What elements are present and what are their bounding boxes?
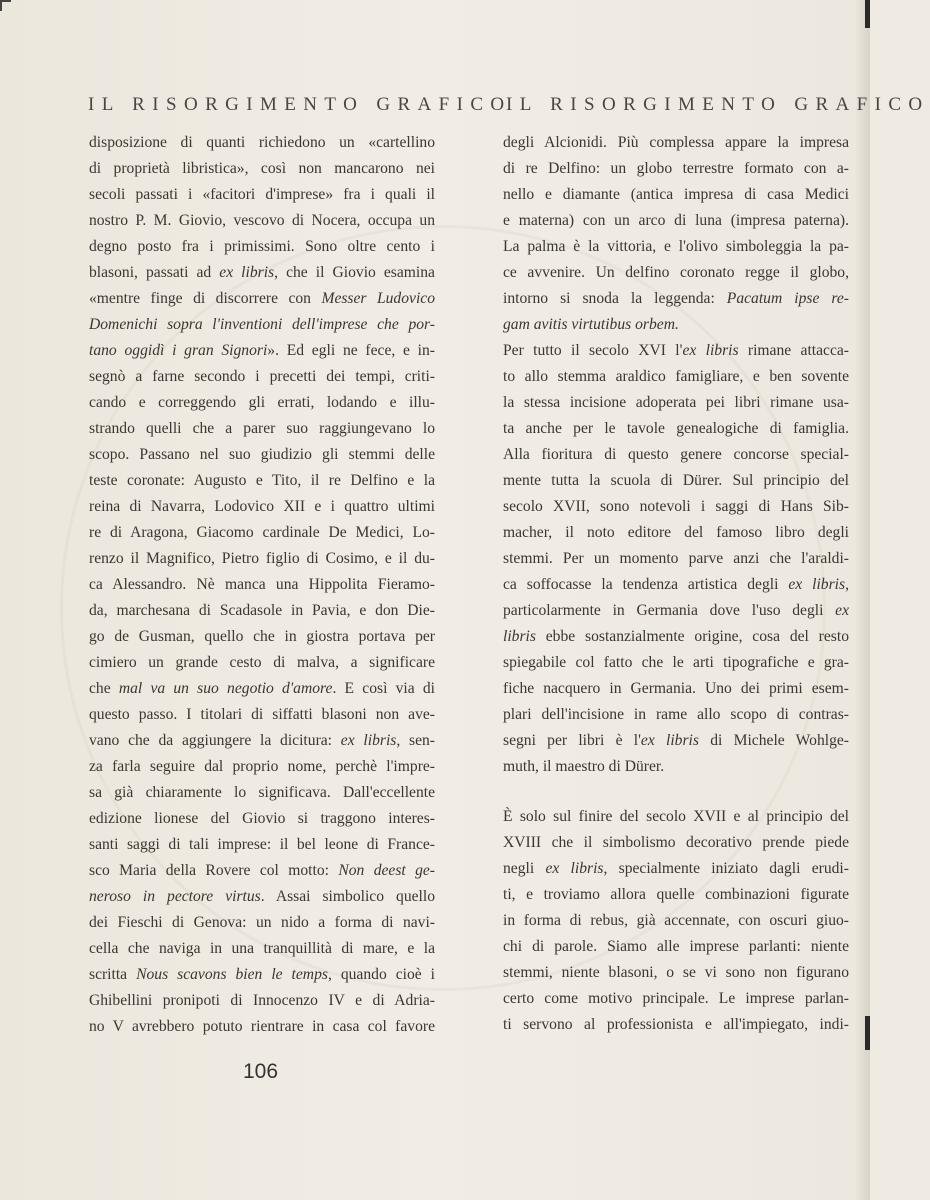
text-line — [89, 1014, 435, 1040]
text-run: , quando cioè i — [327, 966, 436, 983]
text-line — [503, 728, 849, 754]
text-line — [89, 728, 435, 754]
text-line — [89, 286, 435, 312]
text-run: stemmi, niente blasoni, o se vi sono non figurano — [503, 964, 849, 981]
text-run: Ghibellini pronipoti di Innocenzo IV e di Adria- — [89, 992, 435, 1009]
text-line — [89, 312, 435, 338]
text-line — [503, 856, 849, 882]
text-line — [503, 468, 849, 494]
text-run: vano che da aggiungere la dicitura: — [89, 732, 341, 749]
text-run: re di Aragona, Giacomo cardinale De Medici, Lo- — [89, 524, 435, 541]
text-line — [89, 988, 435, 1014]
text-line — [89, 234, 435, 260]
text-run: secolo XVII, sono notevoli i saggi di Hans Sib- — [503, 498, 849, 515]
text-line — [503, 702, 849, 728]
text-line — [503, 208, 849, 234]
text-line — [503, 934, 849, 960]
text-line — [89, 520, 435, 546]
text-line — [89, 546, 435, 572]
text-run: La palma è la vittoria, e l'olivo simboleggia la pa- — [503, 238, 849, 255]
text-line — [503, 442, 849, 468]
italic-text: Nous scavons bien le temps — [136, 966, 328, 983]
text-run: segnò a farne secondo i precetti dei tempi, criti- — [89, 368, 435, 385]
text-line — [503, 598, 849, 624]
text-line — [503, 156, 849, 182]
text-line — [503, 234, 849, 260]
text-run: nello e diamante (antica impresa di casa Medici — [503, 186, 849, 203]
text-line — [89, 182, 435, 208]
text-run: spiegabile col fatto che le arti tipografiche e gra- — [503, 654, 849, 671]
text-line — [89, 494, 435, 520]
text-line — [89, 806, 435, 832]
text-run: secoli passati i «facitori d'imprese» fra i quali il — [89, 186, 435, 203]
text-line — [89, 832, 435, 858]
text-line — [503, 494, 849, 520]
text-column-right — [503, 130, 849, 1038]
text-run: ti, e troviamo allora quelle combinazioni figurate — [503, 886, 849, 903]
text-run: ta anche per le tavole genealogiche di famiglia. — [503, 420, 849, 437]
italic-text: ex libris — [640, 732, 699, 749]
text-line — [503, 650, 849, 676]
text-line — [89, 338, 435, 364]
text-line — [503, 312, 849, 338]
text-run: cimiero un grande cesto di malva, a significare — [89, 654, 435, 671]
text-run: degno posto fra i primissimi. Sono oltre cento i — [89, 238, 435, 255]
text-line — [89, 416, 435, 442]
text-run: intorno si snoda la leggenda: — [503, 290, 727, 307]
text-line — [89, 130, 435, 156]
text-line — [89, 156, 435, 182]
text-run: Alla fioritura di questo genere concorse special- — [503, 446, 849, 463]
text-run: «mentre finge di discorrere con — [89, 290, 322, 307]
text-line — [503, 416, 849, 442]
crop-mark — [0, 0, 11, 11]
text-run: nostro P. M. Giovio, vescovo di Nocera, occupa un — [89, 212, 435, 229]
text-line — [89, 624, 435, 650]
text-run: dei Fieschi di Genova: un nido a forma di navi- — [89, 914, 435, 931]
text-run: scopo. Passano nel suo giudizio gli stemmi delle — [89, 446, 435, 463]
text-line — [503, 286, 849, 312]
italic-text: ex libris — [340, 732, 397, 749]
text-run: sco Maria della Rovere col motto: — [89, 862, 339, 879]
italic-text: Domenichi sopra l'inventioni dell'imprese che por- — [89, 316, 435, 333]
italic-text: mal va un suo negotio d'amore — [118, 680, 333, 697]
italic-text: neroso in pectore virtus — [89, 888, 261, 905]
text-line — [503, 754, 849, 780]
text-run: degli Alcionidi. Più complessa appare la impresa — [503, 134, 849, 151]
text-line — [89, 468, 435, 494]
text-line — [503, 676, 849, 702]
text-line — [89, 208, 435, 234]
text-run: , che il Giovio esamina — [274, 264, 435, 281]
running-head-left: IL RISORGIMENTO GRAFICO — [88, 94, 512, 115]
text-run: plari dell'incisione in rame allo scopo di contras- — [503, 706, 849, 723]
text-run: edizione lionese del Giovio si traggono interes- — [89, 810, 435, 827]
text-run: , — [845, 576, 849, 593]
text-run: muth, il maestro di Dürer. — [503, 758, 665, 775]
text-line — [89, 962, 435, 988]
italic-text: ex libris — [219, 264, 275, 281]
text-line — [503, 1012, 849, 1038]
italic-text: ex libris — [545, 860, 604, 877]
text-line — [503, 960, 849, 986]
text-line — [89, 598, 435, 624]
text-line — [89, 650, 435, 676]
text-run: fiche nacquero in Germania. Uno dei primi esem- — [503, 680, 849, 697]
text-run: ebbe sostanzialmente origine, cosa del resto — [535, 628, 849, 645]
text-line — [89, 390, 435, 416]
text-run: È solo sul finire del secolo XVII e al principio del — [503, 808, 849, 825]
text-line — [89, 780, 435, 806]
text-run: e materna) con un arco di luna (impresa paterna). — [503, 212, 849, 229]
text-run: di Michele Wohlge- — [698, 732, 849, 749]
italic-text: ex libris — [682, 342, 739, 359]
italic-text: Messer Ludovico — [321, 290, 435, 307]
text-run: che — [89, 680, 119, 697]
text-line — [503, 624, 849, 650]
italic-text: tano oggidì i gran Signori — [89, 342, 268, 359]
text-run: mente tutta la scuola di Dürer. Sul principio del — [503, 472, 849, 489]
text-run: go de Gusman, quello che in giostra portava per — [89, 628, 435, 645]
text-run: no V avrebbero potuto rientrare in casa col favore — [89, 1018, 435, 1035]
text-run: ca soffocasse la tendenza artistica degli — [503, 576, 789, 593]
italic-text: gam avitis virtutibus orbem. — [503, 316, 679, 333]
page-edge — [856, 0, 870, 1200]
text-run: macher, il noto editore del famoso libro degli — [503, 524, 849, 541]
text-run: to allo stemma araldico famigliare, e ben sovente — [503, 368, 849, 385]
text-run: da, marchesana di Scadasole in Pavia, e don Die- — [89, 602, 435, 619]
text-run: renzo il Magnifico, Pietro figlio di Cosimo, e il du- — [89, 550, 435, 567]
text-line — [503, 520, 849, 546]
text-run: certo come motivo principale. Le imprese parlan- — [503, 990, 849, 1007]
text-run: ». Ed egli ne fece, e in- — [267, 342, 436, 359]
text-run: blasoni, passati ad — [89, 264, 220, 281]
text-run: . Assai simbolico quello — [260, 888, 435, 905]
text-run: reina di Navarra, Lodovico XII e i quattro ultimi — [89, 498, 435, 515]
text-line — [503, 804, 849, 830]
italic-text: ex libris — [788, 576, 846, 593]
text-line — [503, 130, 849, 156]
text-run: scritta — [89, 966, 137, 983]
text-run: cella che naviga in una tranquillità di mare, e la — [89, 940, 435, 957]
text-run: ca Alessandro. Nè manca una Hippolita Fieramo- — [89, 576, 435, 593]
text-line — [503, 882, 849, 908]
text-run: Per tutto il secolo XVI l' — [503, 342, 683, 359]
text-line — [503, 546, 849, 572]
text-line — [503, 260, 849, 286]
text-line — [89, 676, 435, 702]
text-run: disposizione di quanti richiedono un «cartellino — [89, 134, 435, 151]
text-run: cando e correggendo gli errati, lodando e illu- — [89, 394, 435, 411]
text-run: ce avvenire. Un delfino coronato regge il globo, — [503, 264, 849, 281]
text-run: ti servono al professionista e all'impiegato, indi- — [503, 1016, 849, 1033]
text-column-left — [89, 130, 435, 1040]
text-line — [89, 884, 435, 910]
text-line — [503, 830, 849, 856]
text-run: di re Delfino: un globo terrestre formato con a- — [503, 160, 849, 177]
text-line — [89, 702, 435, 728]
text-line — [503, 908, 849, 934]
text-run: questo passo. I titolari di siffatti blasoni non ave- — [89, 706, 435, 723]
text-run: . E così via di — [332, 680, 435, 697]
text-run: , sen- — [396, 732, 435, 749]
text-run: la stessa incisione adoperata pei libri rimane usa- — [503, 394, 849, 411]
text-line — [89, 936, 435, 962]
text-run: sa già chiaramente lo significava. Dall'eccellente — [89, 784, 435, 801]
text-run: stemmi. Per un momento parve anzi che l'araldi- — [503, 550, 849, 567]
text-run: santi saggi di tali imprese: il bel leone di France- — [89, 836, 435, 853]
text-line — [89, 442, 435, 468]
text-line — [503, 338, 849, 364]
text-run: segni per libri è l' — [503, 732, 641, 749]
text-line — [503, 182, 849, 208]
running-head-right: IL RISORGIMENTO GRAFICO — [506, 94, 930, 115]
text-run: strando quelli che a parer suo raggiungevano lo — [89, 420, 435, 437]
italic-text: Non deest ge- — [338, 862, 436, 879]
italic-text: ex — [835, 602, 849, 619]
text-line — [89, 572, 435, 598]
text-line — [503, 390, 849, 416]
paragraph-gap — [503, 780, 849, 804]
text-line — [89, 260, 435, 286]
text-line — [89, 364, 435, 390]
text-run: di proprietà libristica», così non mancarono nei — [89, 160, 435, 177]
text-run: negli — [503, 860, 546, 877]
text-line — [89, 858, 435, 884]
text-line — [503, 986, 849, 1012]
page-number: 106 — [243, 1060, 279, 1083]
text-run: XVIII che il simbolismo decorativo prende piede — [503, 834, 849, 851]
text-line — [503, 572, 849, 598]
text-run: teste coronate: Augusto e Tito, il re Delfino e la — [89, 472, 435, 489]
text-run: particolarmente in Germania dove l'uso degli — [503, 602, 836, 619]
italic-text: Pacatum ipse re- — [726, 290, 849, 307]
text-run: za farla seguire dal proprio nome, perchè l'impre- — [89, 758, 435, 775]
text-line — [89, 910, 435, 936]
italic-text: libris — [503, 628, 536, 645]
text-run: in forma di rebus, già accennate, con oscuri giuo- — [503, 912, 849, 929]
text-line — [503, 364, 849, 390]
text-run: rimane attacca- — [738, 342, 849, 359]
text-run: chi di parole. Siamo alle imprese parlanti: niente — [503, 938, 849, 955]
text-run: , specialmente iniziato dagli erudi- — [603, 860, 849, 877]
text-line — [89, 754, 435, 780]
